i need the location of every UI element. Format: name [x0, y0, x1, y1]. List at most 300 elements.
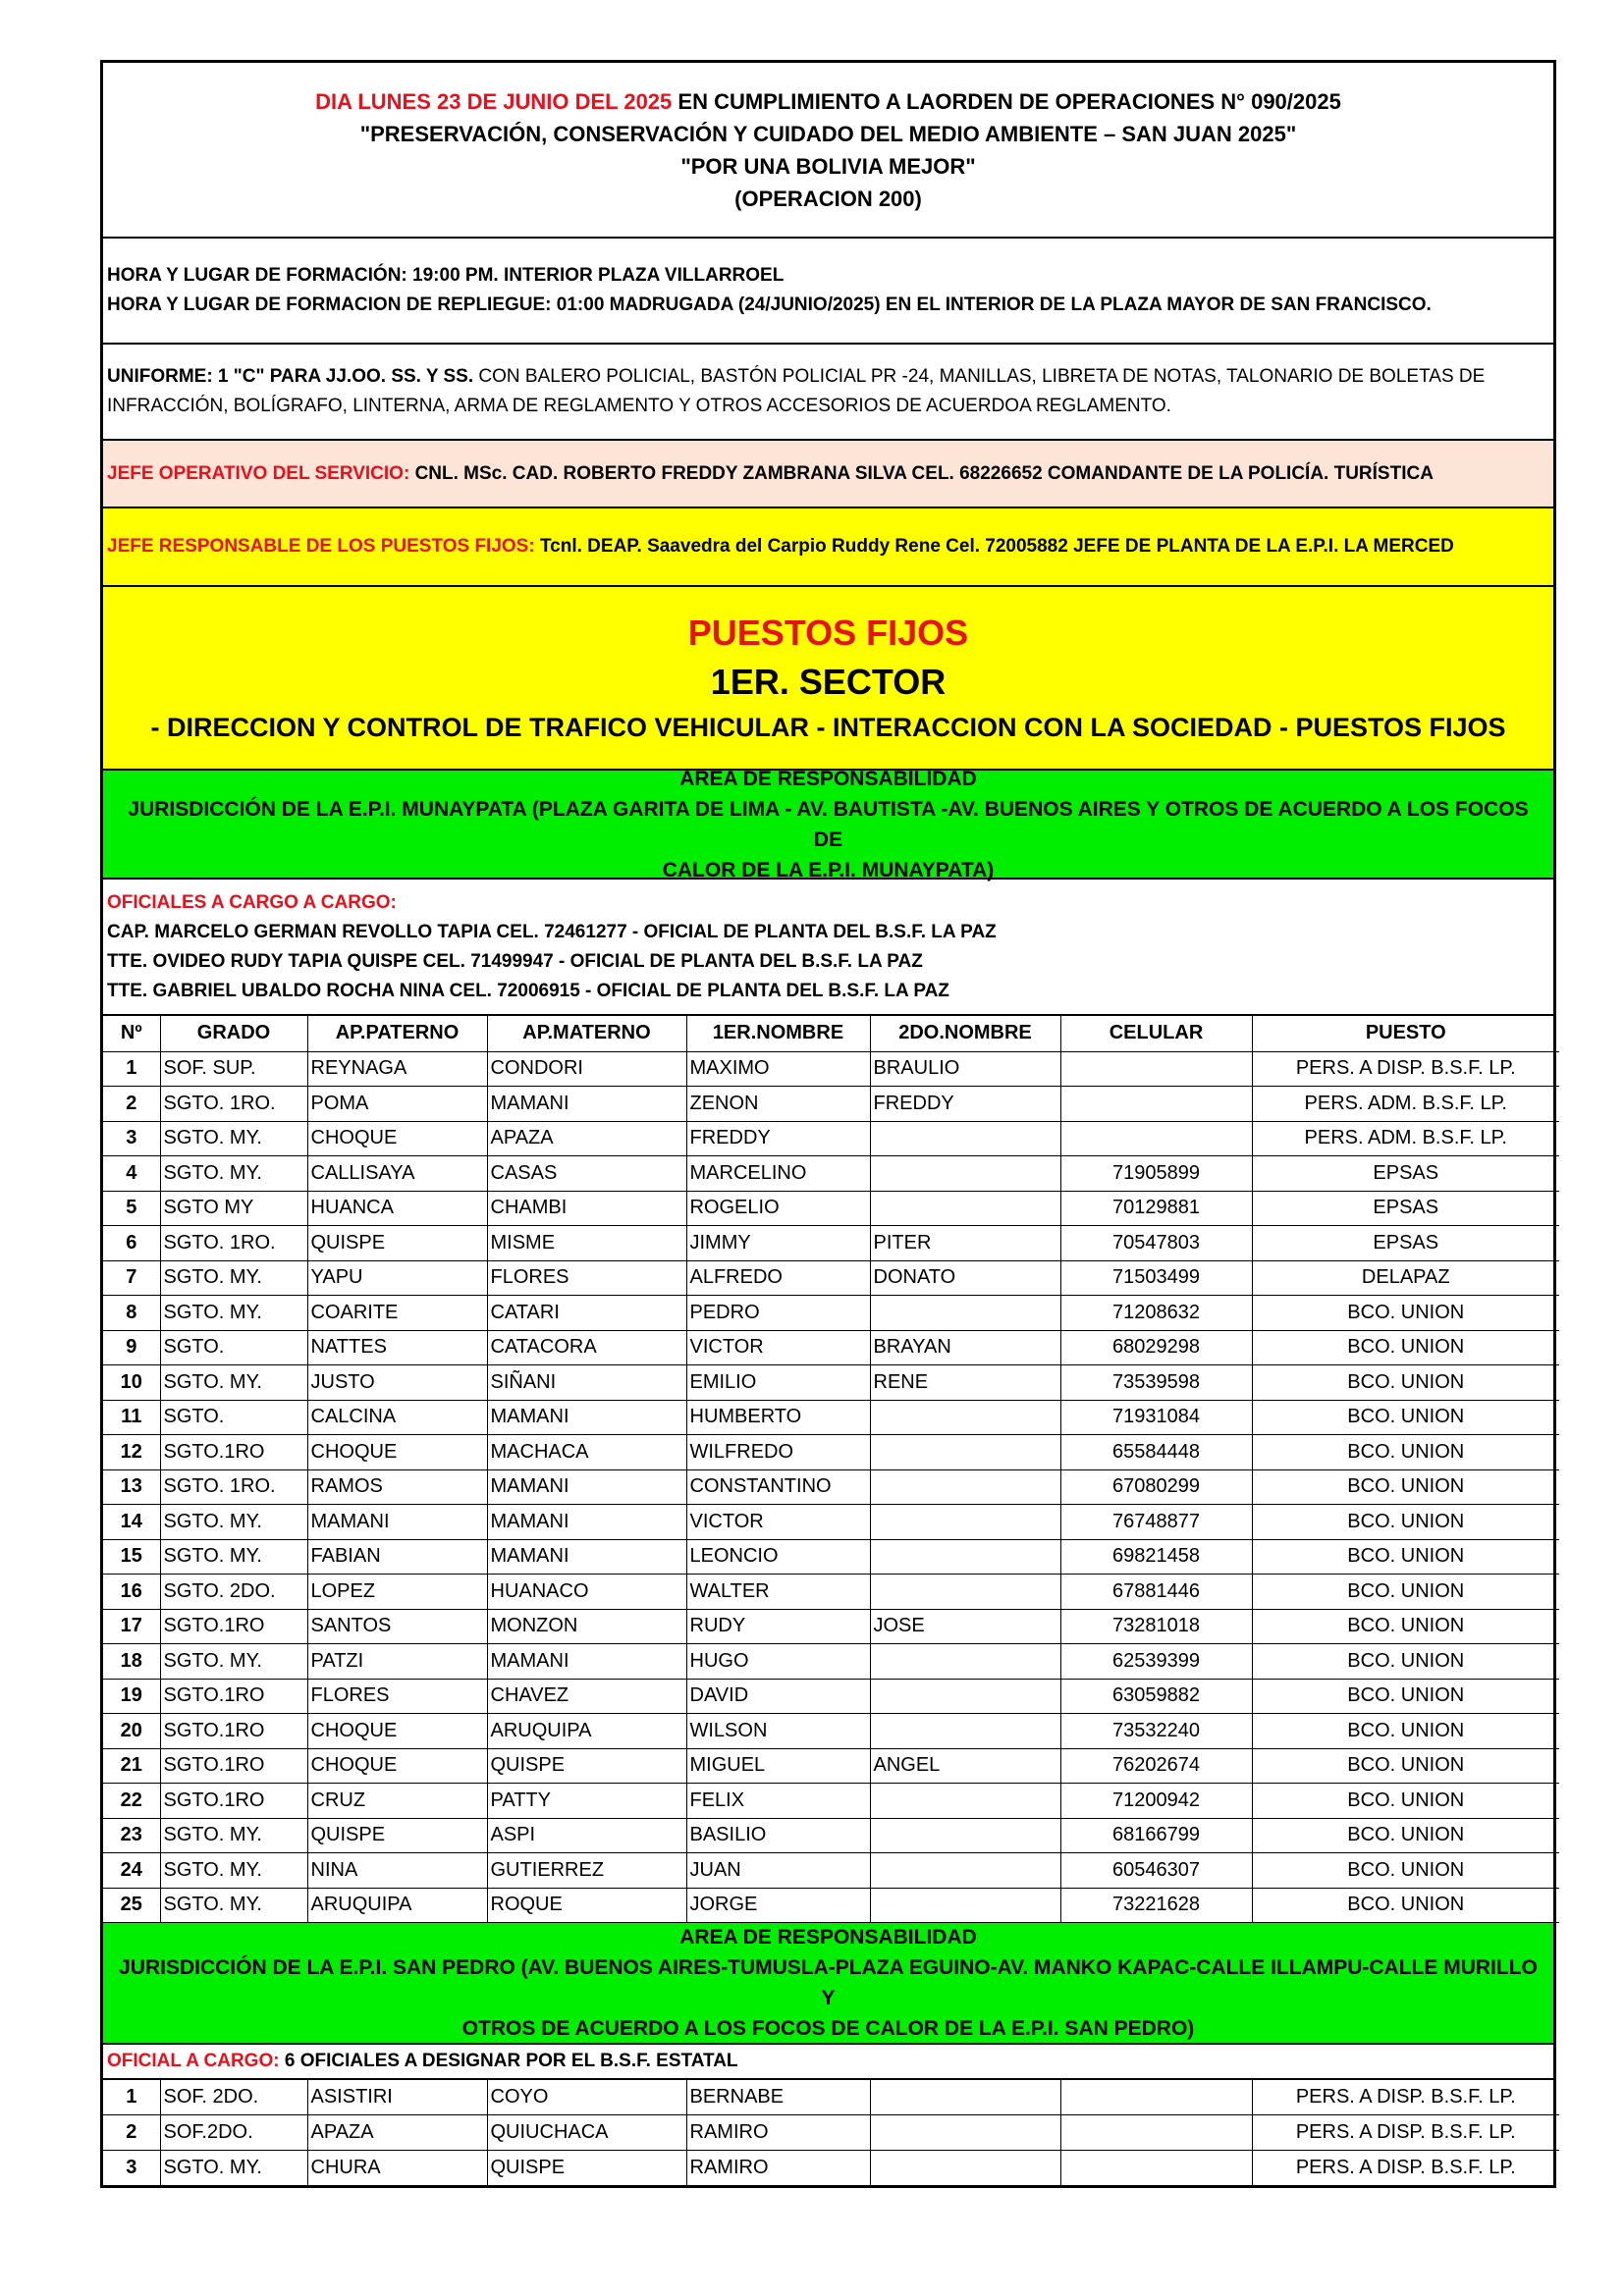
cell-ap-materno: FLORES	[487, 1260, 686, 1296]
cell-1er-nombre: LEONCIO	[686, 1539, 870, 1575]
cell-puesto: BCO. UNION	[1252, 1714, 1559, 1749]
officer-item: TTE. OVIDEO RUDY TAPIA QUISPE CEL. 71499947 - OFICIAL DE PLANTA DEL B.S.F. LA PAZ	[107, 950, 923, 972]
cell-celular	[1060, 2080, 1252, 2115]
cell-1er-nombre: ALFREDO	[686, 1260, 870, 1296]
table-row	[103, 1051, 1559, 1087]
cell-ap-materno: MACHACA	[487, 1435, 686, 1470]
fixed-posts-title: PUESTOS FIJOS	[687, 612, 969, 653]
cell-ap-paterno: HUANCA	[307, 1191, 487, 1226]
table-row	[103, 1191, 1559, 1226]
cell-ap-paterno: NATTES	[307, 1330, 487, 1365]
cell-puesto: DELAPAZ	[1252, 1260, 1559, 1296]
header-line-3: "POR UNA BOLIVIA MEJOR"	[680, 153, 976, 179]
cell-ap-paterno: PATZI	[307, 1644, 487, 1680]
cell-puesto: EPSAS	[1252, 1226, 1559, 1261]
cell-ap-paterno: CHOQUE	[307, 1748, 487, 1784]
cell-celular: 76748877	[1060, 1505, 1252, 1540]
table-row	[103, 1575, 1559, 1610]
cell-ap-materno: CASAS	[487, 1156, 686, 1192]
cell-ap-paterno: CHOQUE	[307, 1435, 487, 1470]
cell-1er-nombre: MARCELINO	[686, 1156, 870, 1192]
cell-grado: SGTO. 2DO.	[160, 1575, 307, 1610]
uniform-line-2: INFRACCIÓN, BOLÍGRAFO, LINTERNA, ARMA DE REGLAMENTO Y OTROS ACCESORIOS DE ACUERDOA REGLAMENTO.	[107, 396, 1171, 416]
cell-ap-materno: MAMANI	[487, 1400, 686, 1435]
sector-title: 1ER. SECTOR	[710, 661, 947, 702]
cell-num: 1	[103, 2080, 160, 2115]
uniform-line-1	[107, 362, 1549, 392]
cell-celular	[1060, 1121, 1252, 1156]
cell-num: 1	[103, 1051, 160, 1087]
table-row	[103, 1644, 1559, 1680]
cell-ap-materno: MAMANI	[487, 1087, 686, 1122]
cell-num: 19	[103, 1679, 160, 1714]
cell-ap-materno: MONZON	[487, 1609, 686, 1644]
cell-puesto: PERS. A DISP. B.S.F. LP.	[1252, 2115, 1559, 2151]
fixed-posts-banner	[103, 587, 1553, 771]
cell-ap-paterno: COARITE	[307, 1296, 487, 1331]
cell-grado: SGTO. MY.	[160, 1539, 307, 1575]
cell-ap-materno: COYO	[487, 2080, 686, 2115]
cell-puesto: PERS. A DISP. B.S.F. LP.	[1252, 2150, 1559, 2185]
cell-2do-nombre	[870, 1818, 1060, 1853]
chief-responsible-section	[103, 508, 1553, 587]
cell-2do-nombre: BRAYAN	[870, 1330, 1060, 1365]
cell-ap-paterno: NINA	[307, 1853, 487, 1889]
cell-ap-paterno: SANTOS	[307, 1609, 487, 1644]
cell-1er-nombre: ZENON	[686, 1087, 870, 1122]
cell-celular: 70129881	[1060, 1191, 1252, 1226]
cell-grado: SGTO. MY.	[160, 1365, 307, 1401]
cell-1er-nombre: RAMIRO	[686, 2115, 870, 2151]
document-header	[103, 63, 1553, 239]
cell-num: 13	[103, 1469, 160, 1505]
cell-ap-materno: ASPI	[487, 1818, 686, 1853]
cell-num: 7	[103, 1260, 160, 1296]
cell-1er-nombre: MIGUEL	[686, 1748, 870, 1784]
cell-2do-nombre: RENE	[870, 1365, 1060, 1401]
cell-celular: 71208632	[1060, 1296, 1252, 1331]
cell-2do-nombre: PITER	[870, 1226, 1060, 1261]
cell-1er-nombre: HUGO	[686, 1644, 870, 1680]
cell-grado: SGTO. 1RO.	[160, 1087, 307, 1122]
table-row	[103, 1888, 1559, 1923]
col-header-grado: GRADO	[160, 1016, 307, 1051]
cell-num: 18	[103, 1644, 160, 1680]
cell-2do-nombre	[870, 1539, 1060, 1575]
cell-grado: SGTO.1RO	[160, 1435, 307, 1470]
cell-grado: SGTO. MY.	[160, 1121, 307, 1156]
cell-1er-nombre: MAXIMO	[686, 1051, 870, 1087]
cell-2do-nombre	[870, 1156, 1060, 1192]
table-row	[103, 1156, 1559, 1192]
cell-2do-nombre	[870, 1575, 1060, 1610]
cell-ap-materno: ARUQUIPA	[487, 1714, 686, 1749]
cell-ap-paterno: CHOQUE	[307, 1714, 487, 1749]
cell-celular: 73539598	[1060, 1365, 1252, 1401]
cell-celular: 68029298	[1060, 1330, 1252, 1365]
col-header-celular: CELULAR	[1060, 1016, 1252, 1051]
area-2-line-1: JURISDICCIÓN DE LA E.P.I. SAN PEDRO (AV. BUENOS AIRES-TUMUSLA-PLAZA EGUINO-AV. MANKO KAPAC-CALLE ILLAMPU-CALLE MURILLO Y	[119, 1956, 1538, 2009]
uniform-section	[103, 345, 1553, 441]
cell-2do-nombre: FREDDY	[870, 1087, 1060, 1122]
cell-grado: SGTO.	[160, 1330, 307, 1365]
chief-responsible-label: JEFE RESPONSABLE DE LOS PUESTOS FIJOS:	[107, 536, 535, 557]
cell-ap-paterno: QUISPE	[307, 1818, 487, 1853]
cell-2do-nombre	[870, 1121, 1060, 1156]
cell-puesto: BCO. UNION	[1252, 1818, 1559, 1853]
cell-1er-nombre: VICTOR	[686, 1330, 870, 1365]
officer-section-2	[103, 2045, 1553, 2080]
area-2-line-2: OTROS DE ACUERDO A LOS FOCOS DE CALOR DE LA E.P.I. SAN PEDRO)	[461, 2017, 1195, 2040]
cell-celular	[1060, 1051, 1252, 1087]
cell-celular: 73532240	[1060, 1714, 1252, 1749]
table-row	[103, 1330, 1559, 1365]
cell-ap-materno: QUISPE	[487, 2150, 686, 2185]
cell-puesto: PERS. ADM. B.S.F. LP.	[1252, 1121, 1559, 1156]
uniform-text: CON BALERO POLICIAL, BASTÓN POLICIAL PR -24, MANILLAS, LIBRETA DE NOTAS, TALONARIO DE BOLETAS DE	[473, 366, 1486, 387]
table-row	[103, 2150, 1559, 2185]
cell-puesto: PERS. A DISP. B.S.F. LP.	[1252, 1051, 1559, 1087]
cell-ap-materno: MISME	[487, 1226, 686, 1261]
cell-ap-paterno: LOPEZ	[307, 1575, 487, 1610]
cell-1er-nombre: WILSON	[686, 1714, 870, 1749]
cell-puesto: BCO. UNION	[1252, 1784, 1559, 1819]
cell-grado: SGTO. MY.	[160, 1505, 307, 1540]
cell-puesto: BCO. UNION	[1252, 1575, 1559, 1610]
cell-ap-materno: CHAMBI	[487, 1191, 686, 1226]
cell-ap-paterno: QUISPE	[307, 1226, 487, 1261]
cell-ap-materno: CATARI	[487, 1296, 686, 1331]
cell-puesto: BCO. UNION	[1252, 1853, 1559, 1889]
header-line-1	[315, 85, 1341, 118]
col-header-num: Nº	[103, 1016, 160, 1051]
cell-ap-paterno: RAMOS	[307, 1469, 487, 1505]
cell-grado: SGTO. MY.	[160, 1853, 307, 1889]
cell-puesto: BCO. UNION	[1252, 1296, 1559, 1331]
cell-celular: 62539399	[1060, 1644, 1252, 1680]
area-1-title: AREA DE RESPONSABILIDAD	[679, 767, 977, 790]
table-row	[103, 1365, 1559, 1401]
cell-num: 12	[103, 1435, 160, 1470]
table-header-row	[103, 1016, 1559, 1051]
cell-num: 21	[103, 1748, 160, 1784]
cell-celular	[1060, 1087, 1252, 1122]
cell-puesto: BCO. UNION	[1252, 1365, 1559, 1401]
cell-1er-nombre: WALTER	[686, 1575, 870, 1610]
cell-2do-nombre	[870, 1435, 1060, 1470]
cell-num: 25	[103, 1888, 160, 1923]
cell-num: 3	[103, 1121, 160, 1156]
col-header-ap-materno: AP.MATERNO	[487, 1016, 686, 1051]
cell-2do-nombre: DONATO	[870, 1260, 1060, 1296]
cell-num: 23	[103, 1818, 160, 1853]
cell-ap-materno: QUISPE	[487, 1748, 686, 1784]
personnel-table-2	[103, 2080, 1559, 2185]
cell-1er-nombre: BERNABE	[686, 2080, 870, 2115]
cell-grado: SOF.2DO.	[160, 2115, 307, 2151]
cell-2do-nombre	[870, 1644, 1060, 1680]
cell-ap-materno: CONDORI	[487, 1051, 686, 1087]
cell-2do-nombre: ANGEL	[870, 1748, 1060, 1784]
cell-ap-materno: GUTIERREZ	[487, 1853, 686, 1889]
cell-celular: 76202674	[1060, 1748, 1252, 1784]
cell-1er-nombre: RAMIRO	[686, 2150, 870, 2185]
officer-item: CAP. MARCELO GERMAN REVOLLO TAPIA CEL. 72461277 - OFICIAL DE PLANTA DEL B.S.F. LA PAZ	[107, 921, 997, 942]
cell-2do-nombre	[870, 1505, 1060, 1540]
cell-2do-nombre	[870, 1853, 1060, 1889]
col-header-puesto: PUESTO	[1252, 1016, 1559, 1051]
cell-2do-nombre	[870, 1784, 1060, 1819]
cell-grado: SGTO. 1RO.	[160, 1226, 307, 1261]
cell-grado: SGTO MY	[160, 1191, 307, 1226]
cell-2do-nombre	[870, 1400, 1060, 1435]
cell-grado: SGTO. MY.	[160, 1888, 307, 1923]
cell-puesto: BCO. UNION	[1252, 1888, 1559, 1923]
cell-num: 2	[103, 2115, 160, 2151]
cell-celular: 65584448	[1060, 1435, 1252, 1470]
area-1-line-2: CALOR DE LA E.P.I. MUNAYPATA)	[662, 858, 995, 881]
col-header-1er-nombre: 1ER.NOMBRE	[686, 1016, 870, 1051]
cell-2do-nombre	[870, 1714, 1060, 1749]
table-row	[103, 1818, 1559, 1853]
cell-grado: SGTO. MY.	[160, 2150, 307, 2185]
cell-grado: SGTO.1RO	[160, 1679, 307, 1714]
cell-puesto: BCO. UNION	[1252, 1469, 1559, 1505]
table-row	[103, 1784, 1559, 1819]
cell-num: 5	[103, 1191, 160, 1226]
cell-ap-paterno: YAPU	[307, 1260, 487, 1296]
table-row	[103, 1226, 1559, 1261]
cell-ap-paterno: FABIAN	[307, 1539, 487, 1575]
operations-document	[100, 60, 1556, 2188]
chief-responsible-value: Tcnl. DEAP. Saavedra del Carpio Ruddy Rene Cel. 72005882 JEFE DE PLANTA DE LA E.P.I. LA MERCED	[534, 536, 1454, 557]
cell-num: 16	[103, 1575, 160, 1610]
cell-puesto: BCO. UNION	[1252, 1505, 1559, 1540]
cell-2do-nombre: JOSE	[870, 1609, 1060, 1644]
cell-ap-paterno: APAZA	[307, 2115, 487, 2151]
area-2-title: AREA DE RESPONSABILIDAD	[679, 1926, 977, 1949]
table-row	[103, 1435, 1559, 1470]
cell-celular	[1060, 2115, 1252, 2151]
cell-puesto: PERS. A DISP. B.S.F. LP.	[1252, 2080, 1559, 2115]
cell-ap-paterno: REYNAGA	[307, 1051, 487, 1087]
cell-2do-nombre	[870, 1469, 1060, 1505]
cell-celular: 68166799	[1060, 1818, 1252, 1853]
chief-operative-label: JEFE OPERATIVO DEL SERVICIO:	[107, 462, 410, 484]
cell-grado: SGTO.	[160, 1400, 307, 1435]
cell-grado: SGTO.1RO	[160, 1784, 307, 1819]
cell-num: 24	[103, 1853, 160, 1889]
cell-1er-nombre: HUMBERTO	[686, 1400, 870, 1435]
fixed-posts-subtitle: - DIRECCION Y CONTROL DE TRAFICO VEHICULAR - INTERACCION CON LA SOCIEDAD - PUESTOS FIJOS	[150, 712, 1506, 742]
table-row	[103, 1121, 1559, 1156]
cell-puesto: EPSAS	[1252, 1156, 1559, 1192]
cell-1er-nombre: JIMMY	[686, 1226, 870, 1261]
cell-2do-nombre	[870, 2115, 1060, 2151]
cell-ap-paterno: ARUQUIPA	[307, 1888, 487, 1923]
cell-ap-paterno: CALCINA	[307, 1400, 487, 1435]
cell-1er-nombre: JUAN	[686, 1853, 870, 1889]
cell-grado: SOF. 2DO.	[160, 2080, 307, 2115]
cell-ap-materno: QUIUCHACA	[487, 2115, 686, 2151]
cell-ap-paterno: CHURA	[307, 2150, 487, 2185]
cell-num: 4	[103, 1156, 160, 1192]
cell-grado: SGTO.1RO	[160, 1748, 307, 1784]
cell-ap-materno: CATACORA	[487, 1330, 686, 1365]
cell-celular: 71931084	[1060, 1400, 1252, 1435]
area-responsibility-2	[103, 1923, 1553, 2045]
cell-puesto: BCO. UNION	[1252, 1609, 1559, 1644]
cell-1er-nombre: CONSTANTINO	[686, 1469, 870, 1505]
cell-ap-materno: ROQUE	[487, 1888, 686, 1923]
cell-puesto: BCO. UNION	[1252, 1539, 1559, 1575]
cell-num: 17	[103, 1609, 160, 1644]
cell-ap-materno: HUANACO	[487, 1575, 686, 1610]
col-header-2do-nombre: 2DO.NOMBRE	[870, 1016, 1060, 1051]
cell-celular: 67080299	[1060, 1469, 1252, 1505]
table-row	[103, 2115, 1559, 2151]
cell-num: 6	[103, 1226, 160, 1261]
cell-ap-materno: PATTY	[487, 1784, 686, 1819]
cell-puesto: PERS. ADM. B.S.F. LP.	[1252, 1087, 1559, 1122]
header-order: EN CUMPLIMIENTO A LAORDEN DE OPERACIONES N° 090/2025	[672, 88, 1341, 114]
cell-2do-nombre: BRAULIO	[870, 1051, 1060, 1087]
cell-num: 15	[103, 1539, 160, 1575]
chief-operative-section	[103, 441, 1553, 508]
cell-grado: SGTO.1RO	[160, 1609, 307, 1644]
officers-section-1	[103, 880, 1553, 1016]
cell-ap-materno: CHAVEZ	[487, 1679, 686, 1714]
cell-grado: SGTO. MY.	[160, 1260, 307, 1296]
cell-num: 20	[103, 1714, 160, 1749]
cell-2do-nombre	[870, 1296, 1060, 1331]
cell-ap-materno: MAMANI	[487, 1644, 686, 1680]
header-date: DIA LUNES 23 DE JUNIO DEL 2025	[315, 88, 673, 114]
cell-ap-materno: MAMANI	[487, 1505, 686, 1540]
cell-num: 11	[103, 1400, 160, 1435]
cell-grado: SGTO. MY.	[160, 1644, 307, 1680]
cell-celular: 71905899	[1060, 1156, 1252, 1192]
officer-item: TTE. GABRIEL UBALDO ROCHA NINA CEL. 72006915 - OFICIAL DE PLANTA DEL B.S.F. LA PAZ	[107, 980, 949, 1001]
cell-grado: SGTO.1RO	[160, 1714, 307, 1749]
cell-1er-nombre: DAVID	[686, 1679, 870, 1714]
cell-1er-nombre: WILFREDO	[686, 1435, 870, 1470]
cell-puesto: BCO. UNION	[1252, 1330, 1559, 1365]
cell-ap-materno: MAMANI	[487, 1539, 686, 1575]
table-row	[103, 1469, 1559, 1505]
cell-num: 22	[103, 1784, 160, 1819]
cell-grado: SGTO. 1RO.	[160, 1469, 307, 1505]
table-row	[103, 1679, 1559, 1714]
table-row	[103, 1400, 1559, 1435]
area-1-line-1: JURISDICCIÓN DE LA E.P.I. MUNAYPATA (PLAZA GARITA DE LIMA - AV. BAUTISTA -AV. BUENOS AIRES Y OTROS DE ACUERDO A LOS FOCOS DE	[128, 797, 1529, 851]
cell-puesto: BCO. UNION	[1252, 1435, 1559, 1470]
cell-puesto: BCO. UNION	[1252, 1748, 1559, 1784]
col-header-ap-paterno: AP.PATERNO	[307, 1016, 487, 1051]
officer-2-value: 6 OFICIALES A DESIGNAR POR EL B.S.F. ESTATAL	[279, 2051, 738, 2071]
area-responsibility-1	[103, 767, 1553, 881]
cell-ap-paterno: CRUZ	[307, 1784, 487, 1819]
cell-num: 8	[103, 1296, 160, 1331]
formation-line-2: HORA Y LUGAR DE FORMACION DE REPLIEGUE: 01:00 MADRUGADA (24/JUNIO/2025) EN EL INTERIOR DE LA PLAZA MAYOR DE SAN FRANCISCO.	[107, 294, 1432, 315]
cell-1er-nombre: RUDY	[686, 1609, 870, 1644]
cell-puesto: BCO. UNION	[1252, 1400, 1559, 1435]
cell-puesto: BCO. UNION	[1252, 1679, 1559, 1714]
cell-ap-paterno: CHOQUE	[307, 1121, 487, 1156]
officer-2-label: OFICIAL A CARGO:	[107, 2051, 280, 2071]
table-row	[103, 1748, 1559, 1784]
cell-ap-paterno: CALLISAYA	[307, 1156, 487, 1192]
cell-1er-nombre: VICTOR	[686, 1505, 870, 1540]
cell-1er-nombre: ROGELIO	[686, 1191, 870, 1226]
cell-ap-materno: SIÑANI	[487, 1365, 686, 1401]
formation-section	[103, 239, 1553, 345]
table-row	[103, 1296, 1559, 1331]
cell-celular: 70547803	[1060, 1226, 1252, 1261]
table-row	[103, 1853, 1559, 1889]
cell-ap-materno: APAZA	[487, 1121, 686, 1156]
cell-celular: 71200942	[1060, 1784, 1252, 1819]
cell-grado: SGTO. MY.	[160, 1296, 307, 1331]
cell-celular: 73281018	[1060, 1609, 1252, 1644]
cell-ap-materno: MAMANI	[487, 1469, 686, 1505]
table-row	[103, 1539, 1559, 1575]
cell-num: 3	[103, 2150, 160, 2185]
cell-ap-paterno: MAMANI	[307, 1505, 487, 1540]
cell-celular: 67881446	[1060, 1575, 1252, 1610]
cell-ap-paterno: JUSTO	[307, 1365, 487, 1401]
cell-ap-paterno: ASISTIRI	[307, 2080, 487, 2115]
uniform-label: UNIFORME: 1 "C" PARA JJ.OO. SS. Y SS.	[107, 366, 474, 387]
cell-grado: SGTO. MY.	[160, 1818, 307, 1853]
cell-1er-nombre: FELIX	[686, 1784, 870, 1819]
cell-ap-paterno: FLORES	[307, 1679, 487, 1714]
chief-operative-value: CNL. MSc. CAD. ROBERTO FREDDY ZAMBRANA SILVA CEL. 68226652 COMANDANTE DE LA POLICÍA. TURÍSTICA	[409, 462, 1434, 484]
cell-celular: 71503499	[1060, 1260, 1252, 1296]
cell-ap-paterno: POMA	[307, 1087, 487, 1122]
cell-puesto: BCO. UNION	[1252, 1644, 1559, 1680]
cell-puesto: EPSAS	[1252, 1191, 1559, 1226]
cell-1er-nombre: BASILIO	[686, 1818, 870, 1853]
table-row	[103, 1087, 1559, 1122]
cell-1er-nombre: EMILIO	[686, 1365, 870, 1401]
cell-1er-nombre: FREDDY	[686, 1121, 870, 1156]
cell-2do-nombre	[870, 2080, 1060, 2115]
cell-grado: SOF. SUP.	[160, 1051, 307, 1087]
table-row	[103, 2080, 1559, 2115]
cell-celular: 63059882	[1060, 1679, 1252, 1714]
cell-num: 9	[103, 1330, 160, 1365]
cell-2do-nombre	[870, 1888, 1060, 1923]
table-row	[103, 1714, 1559, 1749]
cell-2do-nombre	[870, 2150, 1060, 2185]
cell-celular: 69821458	[1060, 1539, 1252, 1575]
header-line-2: "PRESERVACIÓN, CONSERVACIÓN Y CUIDADO DEL MEDIO AMBIENTE – SAN JUAN 2025"	[359, 121, 1297, 146]
table-row	[103, 1260, 1559, 1296]
cell-num: 2	[103, 1087, 160, 1122]
cell-grado: SGTO. MY.	[160, 1156, 307, 1192]
cell-celular	[1060, 2150, 1252, 2185]
officers-label: OFICIALES A CARGO A CARGO:	[107, 891, 397, 913]
cell-1er-nombre: JORGE	[686, 1888, 870, 1923]
cell-1er-nombre: PEDRO	[686, 1296, 870, 1331]
cell-2do-nombre	[870, 1191, 1060, 1226]
cell-2do-nombre	[870, 1679, 1060, 1714]
header-line-4: (OPERACION 200)	[734, 186, 922, 211]
cell-num: 14	[103, 1505, 160, 1540]
cell-celular: 60546307	[1060, 1853, 1252, 1889]
cell-celular: 73221628	[1060, 1888, 1252, 1923]
